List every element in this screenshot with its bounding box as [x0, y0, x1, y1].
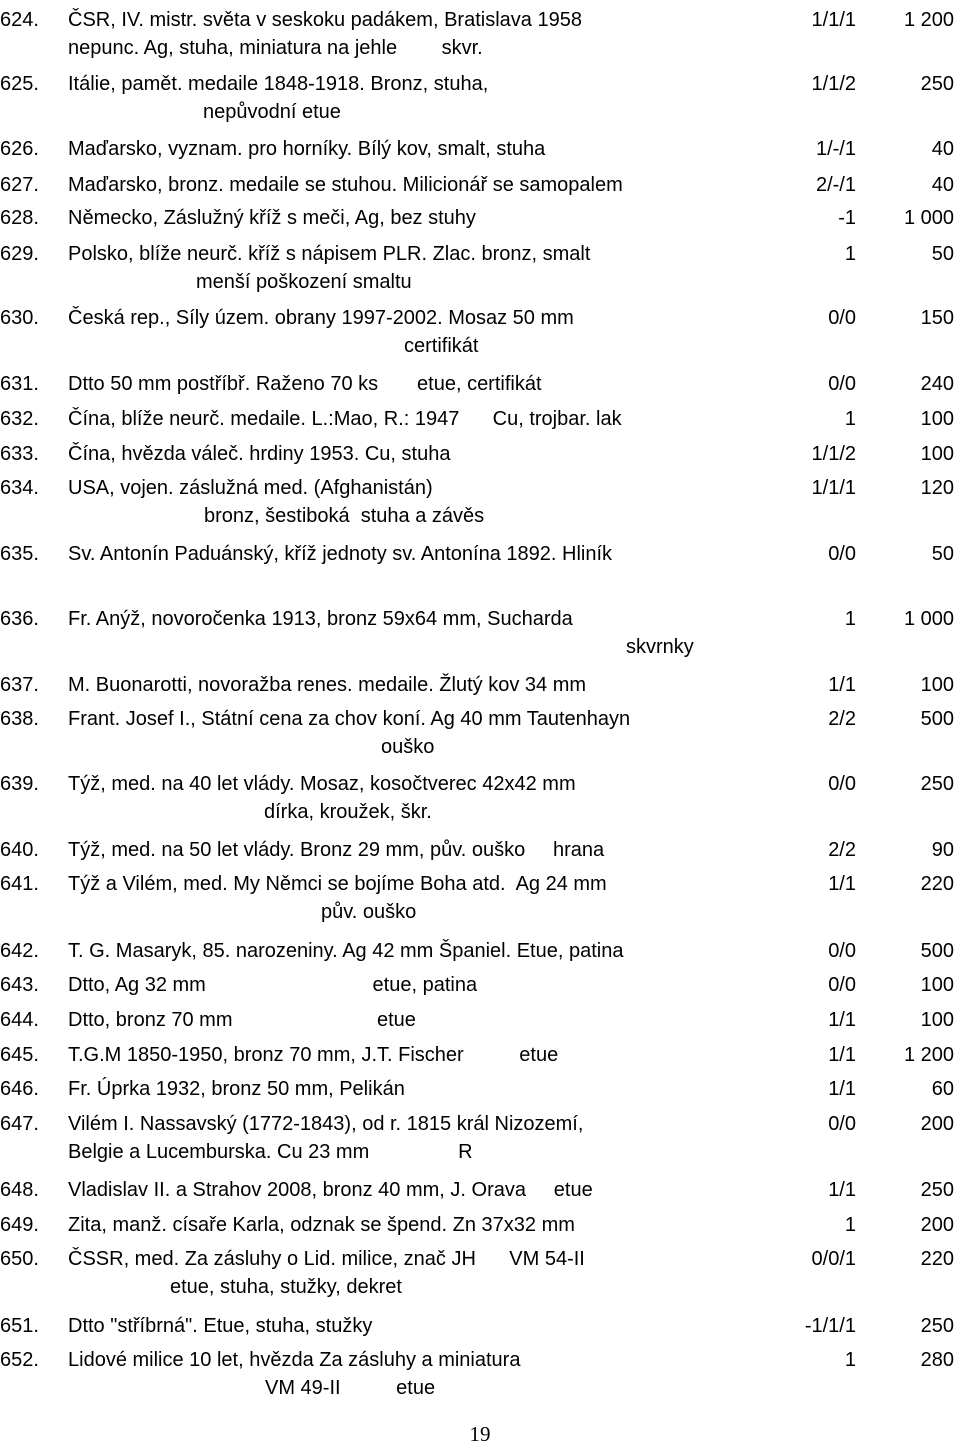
item-description-continuation: etue, stuha, stužky, dekret [170, 1276, 402, 1298]
item-number: 636. [0, 608, 39, 630]
item-description: ČSR, IV. mistr. světa v seskoku padákem, Bratislava 1958 [68, 9, 582, 31]
item-condition: 0/0 [828, 307, 856, 329]
auction-item [0, 1346, 960, 1374]
item-condition: 2/-/1 [815, 174, 856, 196]
auction-item [0, 304, 960, 332]
item-description: Týž a Vilém, med. My Němci se bojíme Boha atd. Ag 24 mm [68, 873, 607, 895]
item-number: 634. [0, 477, 39, 499]
item-condition: 1/1/1 [811, 9, 856, 31]
item-price: 1 200 [903, 9, 954, 31]
item-condition: 1/1/2 [811, 73, 856, 95]
item-description-continued [0, 733, 960, 761]
item-number: 647. [0, 1113, 39, 1135]
item-condition: 1 [844, 243, 856, 265]
auction-item [0, 605, 960, 633]
auction-item [0, 474, 960, 502]
item-price: 1 000 [903, 608, 954, 630]
item-price: 250 [920, 1179, 954, 1201]
item-description: Fr. Úprka 1932, bronz 50 mm, Pelikán [68, 1078, 405, 1100]
item-description: Česká rep., Síly územ. obrany 1997-2002. Mosaz 50 mm [68, 307, 574, 329]
item-description-continuation: dírka, kroužek, škr. [264, 801, 432, 823]
item-description-continuation: pův. ouško [321, 901, 417, 923]
item-number: 641. [0, 873, 39, 895]
auction-item [0, 1245, 960, 1273]
item-description-continued [0, 1273, 960, 1301]
item-description: Itálie, pamět. medaile 1848-1918. Bronz, stuha, [68, 73, 489, 95]
item-description: ČSSR, med. Za zásluhy o Lid. milice, znač JH VM 54-II [68, 1248, 585, 1270]
item-price: 280 [920, 1349, 954, 1371]
item-price: 100 [920, 674, 954, 696]
item-description-continuation: menší poškození smaltu [196, 271, 412, 293]
auction-item [0, 70, 960, 98]
item-description: Zita, manž. císaře Karla, odznak se špend. Zn 37x32 mm [68, 1214, 575, 1236]
auction-item [0, 1176, 960, 1204]
item-price: 500 [920, 940, 954, 962]
item-number: 625. [0, 73, 39, 95]
item-description: Dtto, Ag 32 mm etue, patina [68, 974, 478, 996]
auction-item [0, 971, 960, 999]
item-description: Týž, med. na 50 let vlády. Bronz 29 mm, pův. ouško hrana [68, 839, 605, 861]
item-condition: 1 [844, 1349, 856, 1371]
item-condition: 1/1 [828, 1179, 856, 1201]
item-description: Čína, hvězda váleč. hrdiny 1953. Cu, stuha [68, 443, 451, 465]
auction-item [0, 405, 960, 433]
item-condition: 1/1/2 [811, 443, 856, 465]
item-price: 220 [920, 873, 954, 895]
auction-item [0, 6, 960, 34]
auction-item [0, 440, 960, 468]
item-description: Maďarsko, bronz. medaile se stuhou. Milicionář se samopalem [68, 174, 623, 196]
item-number: 649. [0, 1214, 39, 1236]
item-condition: 0/0 [828, 373, 856, 395]
item-number: 637. [0, 674, 39, 696]
item-price: 120 [920, 477, 954, 499]
item-description-continued [0, 898, 960, 926]
item-number: 650. [0, 1248, 39, 1270]
item-condition: 0/0 [828, 1113, 856, 1135]
item-condition: 1/1 [828, 1009, 856, 1031]
item-price: 1 200 [903, 1044, 954, 1066]
item-price: 250 [920, 1315, 954, 1337]
item-description: Dtto, bronz 70 mm etue [68, 1009, 416, 1031]
item-description: Polsko, blíže neurč. kříž s nápisem PLR. Zlac. bronz, smalt [68, 243, 591, 265]
item-condition: 2/2 [828, 839, 856, 861]
auction-item [0, 540, 960, 568]
item-description: Čína, blíže neurč. medaile. L.:Mao, R.: 1947 Cu, trojbar. lak [68, 408, 622, 430]
item-number: 624. [0, 9, 39, 31]
item-price: 40 [931, 138, 954, 160]
item-number: 652. [0, 1349, 39, 1371]
item-number: 631. [0, 373, 39, 395]
item-number: 640. [0, 839, 39, 861]
item-price: 200 [920, 1214, 954, 1236]
item-number: 635. [0, 543, 39, 565]
auction-item [0, 1312, 960, 1340]
item-description: M. Buonarotti, novoražba renes. medaile. Žlutý kov 34 mm [68, 674, 587, 696]
auction-item [0, 671, 960, 699]
item-condition: 1/1/1 [811, 477, 856, 499]
item-number: 638. [0, 708, 39, 730]
auction-item [0, 870, 960, 898]
auction-item [0, 240, 960, 268]
auction-item [0, 705, 960, 733]
item-condition: 1/1 [828, 1078, 856, 1100]
item-description-continuation: nepůvodní etue [203, 101, 341, 123]
item-condition: 0/0 [828, 974, 856, 996]
item-description-continued [0, 502, 960, 530]
item-number: 646. [0, 1078, 39, 1100]
auction-item [0, 204, 960, 232]
item-price: 1 000 [903, 207, 954, 229]
item-description: USA, vojen. záslužná med. (Afghanistán) [68, 477, 433, 499]
item-number: 629. [0, 243, 39, 265]
item-price: 250 [920, 773, 954, 795]
item-number: 645. [0, 1044, 39, 1066]
item-condition: 0/0 [828, 940, 856, 962]
item-number: 639. [0, 773, 39, 795]
item-price: 90 [931, 839, 954, 861]
item-number: 628. [0, 207, 39, 229]
item-price: 100 [920, 443, 954, 465]
item-description-continued [0, 332, 960, 360]
item-price: 100 [920, 974, 954, 996]
item-description: Týž, med. na 40 let vlády. Mosaz, kosočtverec 42x42 mm [68, 773, 576, 795]
item-description-continuation: certifikát [404, 335, 479, 357]
page-number: 19 [469, 1422, 491, 1446]
item-description-continuation: ouško [381, 736, 435, 758]
item-description: Fr. Anýž, novoročenka 1913, bronz 59x64 mm, Sucharda [68, 608, 573, 630]
item-description-continuation: skvrnky [626, 636, 694, 658]
item-description-continued [0, 633, 960, 661]
item-condition: 1/1 [828, 674, 856, 696]
auction-item [0, 370, 960, 398]
auction-item [0, 135, 960, 163]
item-description: Dtto 50 mm postříbř. Raženo 70 ks etue, certifikát [68, 373, 542, 395]
item-price: 240 [920, 373, 954, 395]
auction-item [0, 1075, 960, 1103]
item-price: 40 [931, 174, 954, 196]
item-number: 627. [0, 174, 39, 196]
item-condition: 1/1 [828, 1044, 856, 1066]
item-description: Lidové milice 10 let, hvězda Za zásluhy a miniatura [68, 1349, 521, 1371]
item-price: 50 [931, 543, 954, 565]
item-description: T. G. Masaryk, 85. narozeniny. Ag 42 mm Španiel. Etue, patina [68, 940, 624, 962]
item-price: 150 [920, 307, 954, 329]
item-number: 633. [0, 443, 39, 465]
item-condition: 1/-/1 [815, 138, 856, 160]
item-price: 100 [920, 1009, 954, 1031]
item-condition: 1 [844, 1214, 856, 1236]
item-description: Maďarsko, vyznam. pro horníky. Bílý kov, smalt, stuha [68, 138, 546, 160]
item-condition: 0/0 [828, 773, 856, 795]
item-price: 50 [931, 243, 954, 265]
auction-item [0, 1006, 960, 1034]
item-number: 642. [0, 940, 39, 962]
item-description-continued [0, 1138, 960, 1166]
auction-item [0, 770, 960, 798]
item-number: 632. [0, 408, 39, 430]
item-description-continuation: Belgie a Lucemburska. Cu 23 mm R [68, 1141, 473, 1163]
item-description-continued [0, 1374, 960, 1402]
item-description: Vilém I. Nassavský (1772-1843), od r. 1815 král Nizozemí, [68, 1113, 584, 1135]
item-condition: 1 [844, 408, 856, 430]
item-condition: 1 [844, 608, 856, 630]
item-description-continued [0, 798, 960, 826]
item-condition: 0/0/1 [811, 1248, 856, 1270]
item-description-continuation: bronz, šestiboká stuha a závěs [204, 505, 485, 527]
item-number: 630. [0, 307, 39, 329]
item-number: 644. [0, 1009, 39, 1031]
item-description: Vladislav II. a Strahov 2008, bronz 40 mm, J. Orava etue [68, 1179, 593, 1201]
item-description-continued [0, 34, 960, 62]
item-description-continued [0, 268, 960, 296]
item-description-continuation: nepunc. Ag, stuha, miniatura na jehle skvr. [68, 37, 483, 59]
item-number: 626. [0, 138, 39, 160]
auction-item [0, 1110, 960, 1138]
item-price: 500 [920, 708, 954, 730]
item-number: 651. [0, 1315, 39, 1337]
item-condition: 0/0 [828, 543, 856, 565]
item-description: Dtto "stříbrná". Etue, stuha, stužky [68, 1315, 373, 1337]
item-price: 250 [920, 73, 954, 95]
item-condition: -1 [838, 207, 856, 229]
auction-item [0, 171, 960, 199]
item-description-continued [0, 98, 960, 126]
item-number: 643. [0, 974, 39, 996]
item-condition: -1/1/1 [804, 1315, 856, 1337]
item-price: 200 [920, 1113, 954, 1135]
item-number: 648. [0, 1179, 39, 1201]
item-price: 220 [920, 1248, 954, 1270]
item-condition: 1/1 [828, 873, 856, 895]
item-description-continuation: VM 49-II etue [265, 1377, 436, 1399]
item-description: Sv. Antonín Paduánský, kříž jednoty sv. Antonína 1892. Hliník [68, 543, 613, 565]
auction-item [0, 1211, 960, 1239]
item-description: T.G.M 1850-1950, bronz 70 mm, J.T. Fischer etue [68, 1044, 559, 1066]
item-description: Německo, Záslužný kříž s meči, Ag, bez stuhy [68, 207, 476, 229]
auction-item [0, 1041, 960, 1069]
item-condition: 2/2 [828, 708, 856, 730]
auction-item [0, 937, 960, 965]
item-price: 100 [920, 408, 954, 430]
item-description: Frant. Josef I., Státní cena za chov koní. Ag 40 mm Tautenhayn [68, 708, 631, 730]
auction-item [0, 836, 960, 864]
item-price: 60 [931, 1078, 954, 1100]
